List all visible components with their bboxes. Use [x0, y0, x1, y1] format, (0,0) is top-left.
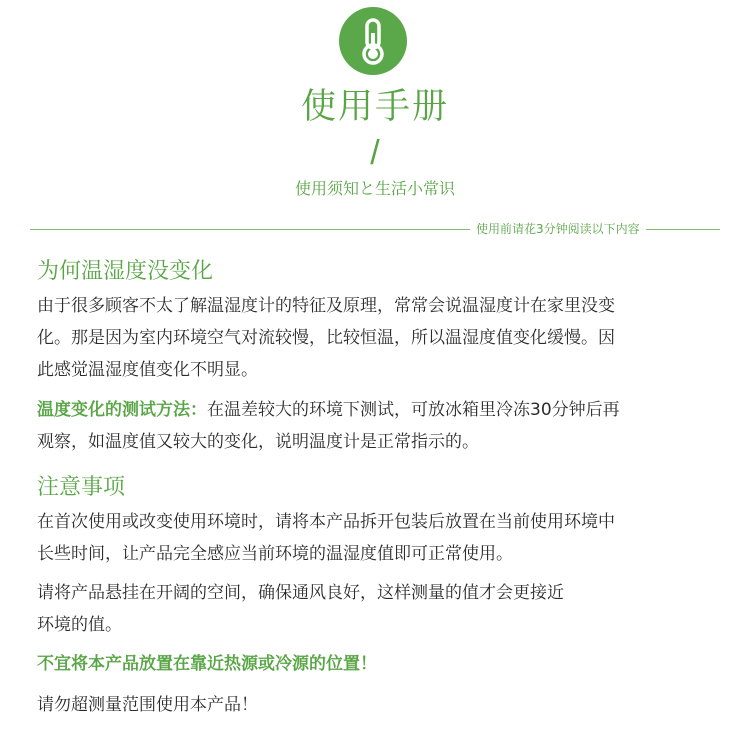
- paragraph-line: 观察，如温度值又较大的变化，说明温度计是正常指示的。: [37, 432, 479, 452]
- thermometer-icon: [339, 7, 407, 75]
- test-method-line: [37, 394, 712, 426]
- test-method-text: 在温差较大的环境下测试，可放冰箱里冷冻30分钟后再: [207, 400, 620, 420]
- paragraph-line: 在首次使用或改变使用环境时，请将本产品拆开包装后放置在当前使用环境中: [37, 512, 615, 532]
- paragraph-line: 请将产品悬挂在开阔的空间，确保通风良好，这样测量的值才会更接近: [37, 583, 564, 603]
- warning-text: 不宜将本产品放置在靠近热源或冷源的位置！: [37, 654, 377, 674]
- page-subtitle: 使用须知と生活小常识: [294, 179, 455, 198]
- paragraph-line: 此感觉温湿度值变化不明显。: [37, 360, 258, 380]
- divider-note: 使用前请花3分钟阅读以下内容: [470, 221, 646, 237]
- section-heading-notes: 注意事项: [37, 475, 126, 500]
- test-method-label: 温度变化的测试方法：: [37, 400, 207, 420]
- paragraph-line: 长些时间，让产品完全感应当前环境的温湿度值即可正常使用。: [37, 544, 513, 564]
- paragraph-line: 化。那是因为室内环境空气对流较慢，比较恒温，所以温湿度值变化缓慢。因: [37, 328, 615, 348]
- page-title: 使用手册: [300, 87, 449, 127]
- final-note: 请勿超测量范围使用本产品！: [37, 695, 258, 715]
- paragraph-line: 环境的值。: [37, 615, 122, 635]
- section-heading-why-no-change: 为何温湿度没变化: [37, 259, 214, 284]
- title-slash: /: [370, 134, 380, 172]
- paragraph-line: 由于很多顾客不太了解温湿度计的特征及原理，常常会说温湿度计在家里没变: [37, 296, 615, 316]
